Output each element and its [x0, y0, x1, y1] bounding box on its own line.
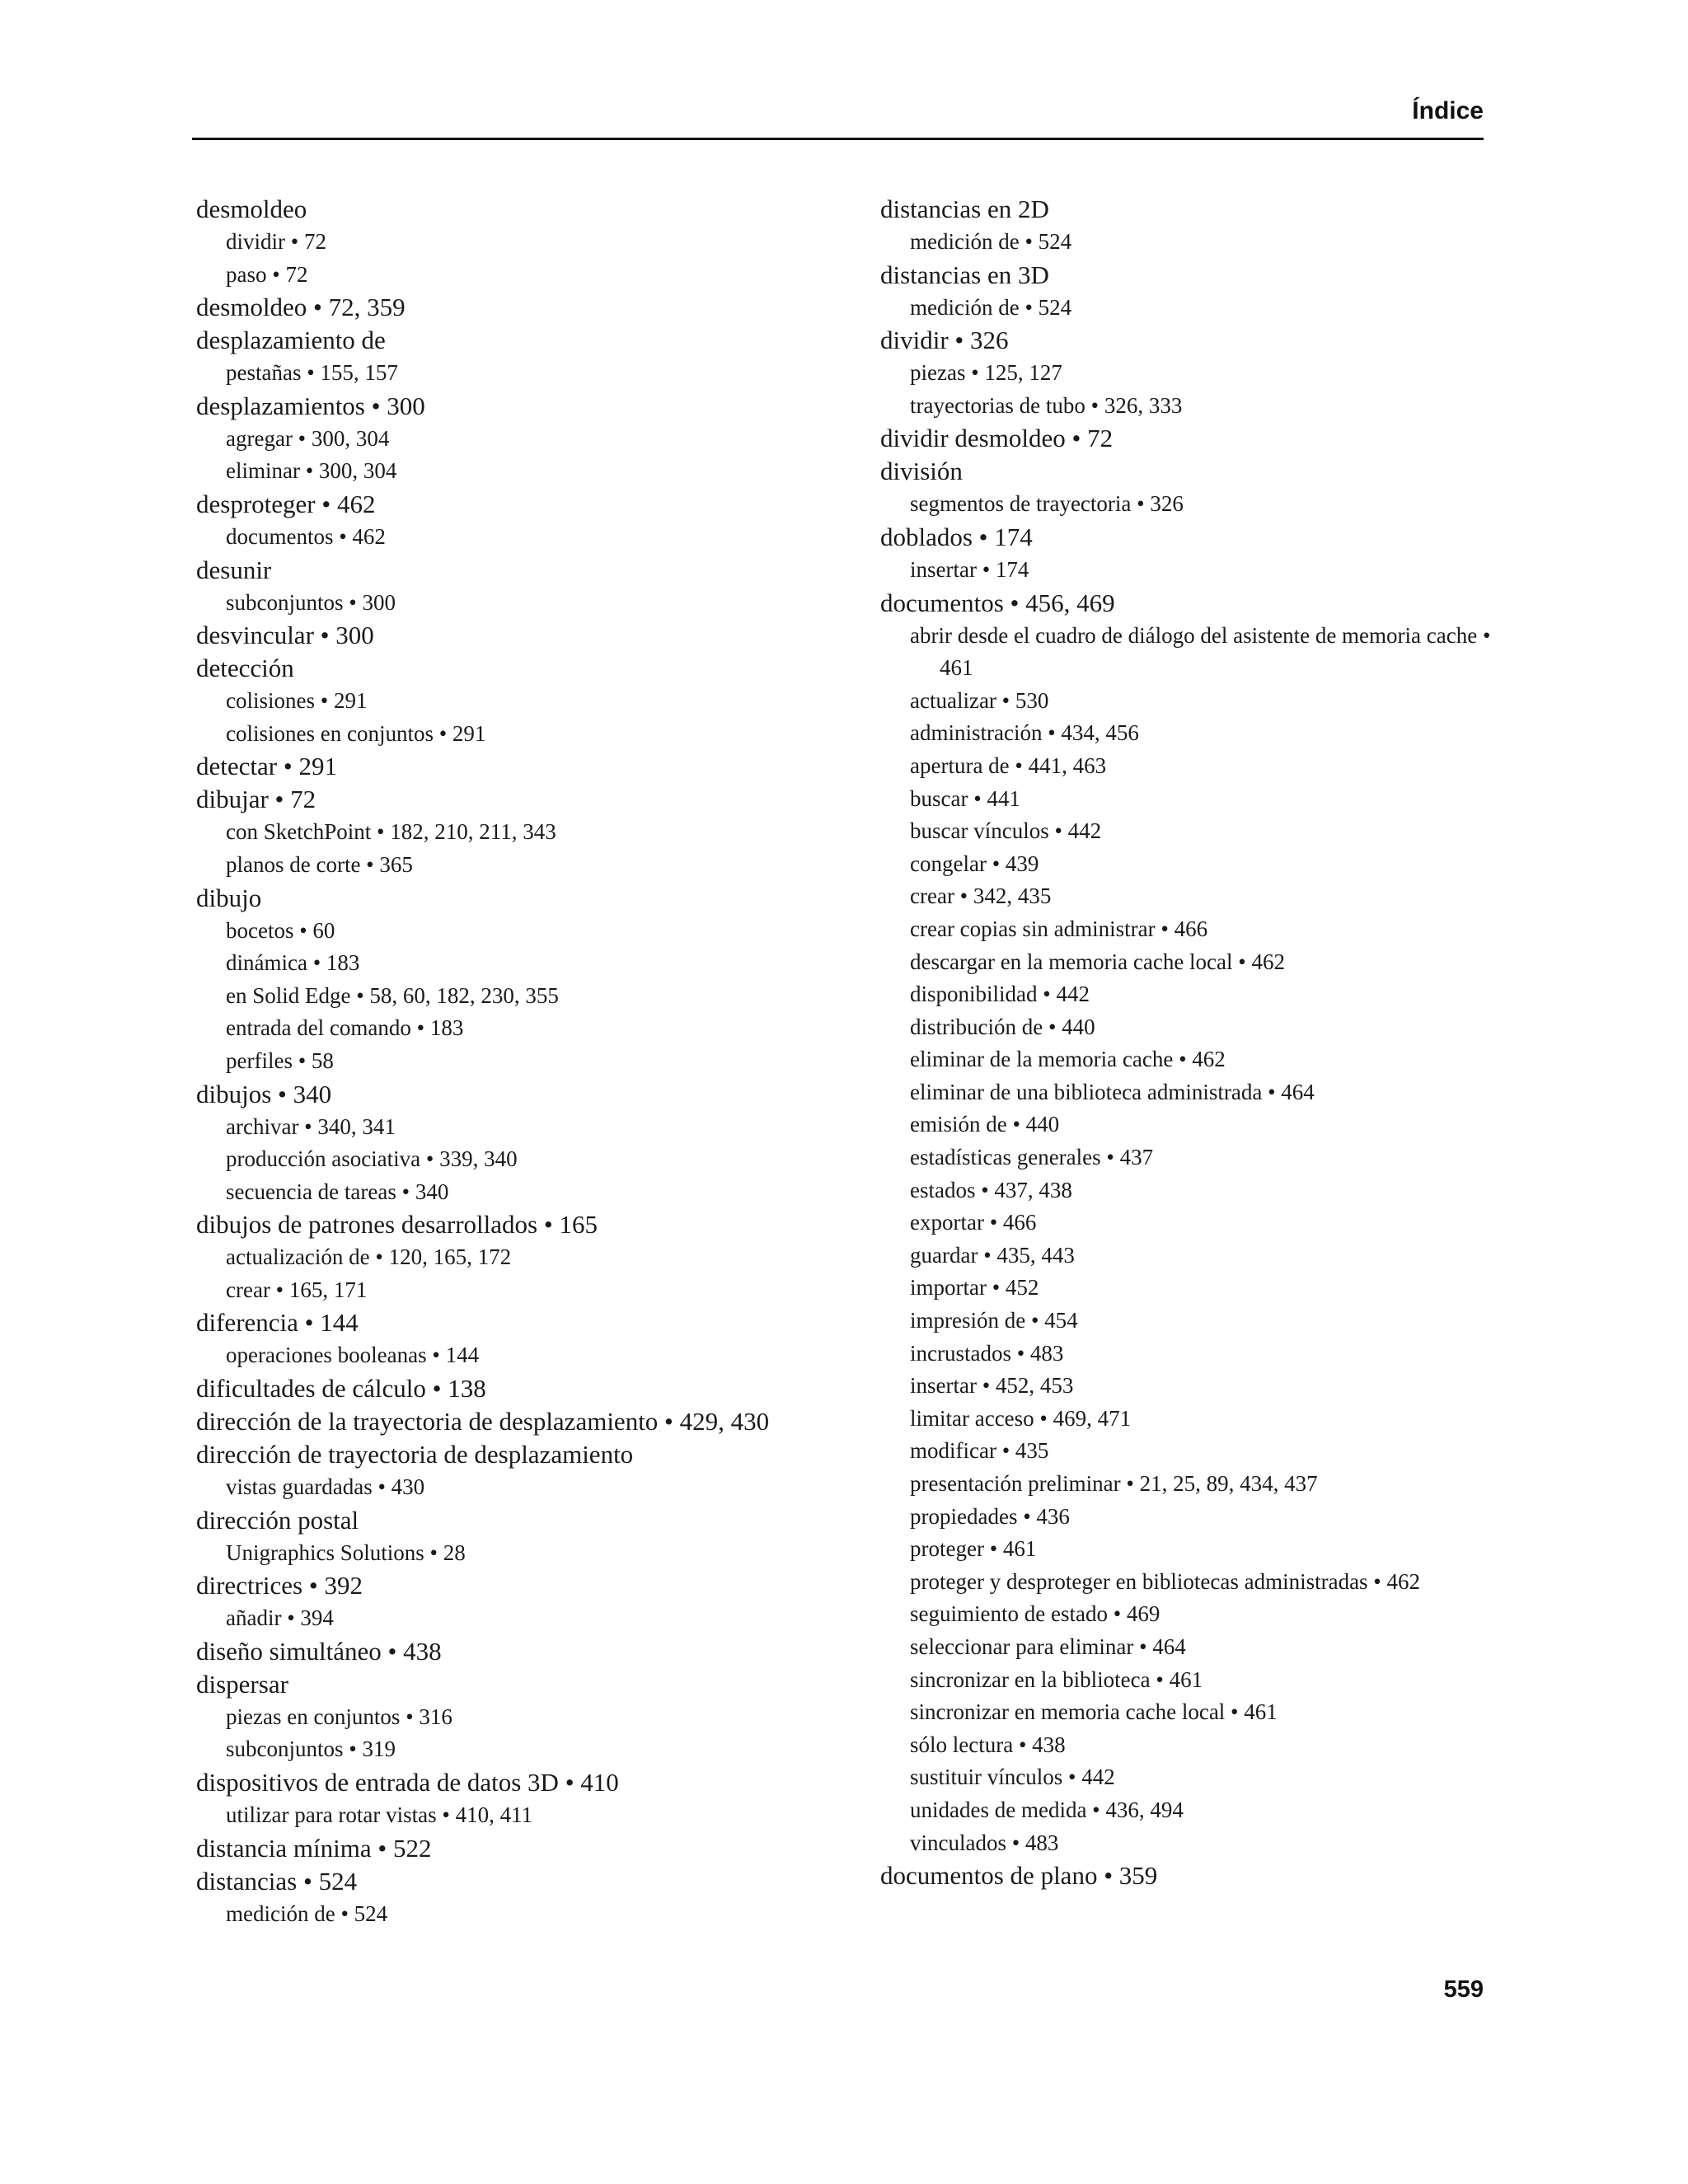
index-entry: dibujos de patrones desarrollados • 165 — [196, 1210, 598, 1240]
index-entry: dirección postal — [196, 1505, 359, 1535]
index-entry: distancias en 3D — [880, 260, 1049, 289]
index-entry: dibujos • 340 — [196, 1079, 332, 1108]
index-subentry: proteger • 461 — [910, 1536, 1037, 1562]
index-subentry: dividir • 72 — [226, 229, 326, 254]
index-entry: diseño simultáneo • 438 — [196, 1636, 442, 1666]
index-entry: desmoldeo • 72, 359 — [196, 293, 406, 322]
index-subentry: eliminar • 300, 304 — [226, 458, 397, 484]
index-entry: documentos • 456, 469 — [880, 588, 1115, 617]
index-subentry: congelar • 439 — [910, 851, 1039, 876]
index-subentry: insertar • 452, 453 — [910, 1373, 1074, 1399]
index-entry: diferencia • 144 — [196, 1308, 359, 1338]
index-entry: dibujar • 72 — [196, 785, 316, 814]
index-subentry: seleccionar para eliminar • 464 — [910, 1633, 1186, 1659]
index-subentry: agregar • 300, 304 — [226, 425, 390, 451]
index-subentry: con SketchPoint • 182, 210, 211, 343 — [226, 819, 556, 845]
header-rule — [192, 138, 1484, 140]
index-entry: dificultades de cálculo • 138 — [196, 1374, 486, 1404]
index-subentry: subconjuntos • 300 — [226, 589, 396, 615]
index-subentry: añadir • 394 — [226, 1605, 334, 1631]
index-subentry: sincronizar en la biblioteca • 461 — [910, 1666, 1203, 1692]
index-subentry: colisiones • 291 — [226, 688, 368, 714]
index-subentry: en Solid Edge • 58, 60, 182, 230, 355 — [226, 982, 559, 1008]
index-entry: dividir • 326 — [880, 326, 1009, 355]
index-entry: dividir desmoldeo • 72 — [880, 424, 1114, 453]
index-subentry: sólo lectura • 438 — [910, 1732, 1066, 1757]
index-subentry: distribución de • 440 — [910, 1014, 1095, 1039]
index-entry: desproteger • 462 — [196, 489, 376, 518]
index-entry: desplazamientos • 300 — [196, 391, 425, 420]
index-subentry: segmentos de trayectoria • 326 — [910, 491, 1184, 517]
index-subentry: crear • 342, 435 — [910, 883, 1052, 909]
index-entry: desmoldeo — [196, 194, 307, 223]
index-subentry: seguimiento de estado • 469 — [910, 1601, 1160, 1627]
index-subentry: actualizar • 530 — [910, 687, 1049, 713]
index-subentry: estadísticas generales • 437 — [910, 1145, 1154, 1170]
index-subentry: importar • 452 — [910, 1275, 1039, 1301]
index-entry: dispersar — [196, 1669, 288, 1699]
index-subentry: buscar vínculos • 442 — [910, 818, 1102, 844]
index-subentry: paso • 72 — [226, 261, 308, 287]
index-entry: distancias • 524 — [196, 1866, 358, 1896]
index-subentry: emisión de • 440 — [910, 1112, 1060, 1137]
index-subentry: estados • 437, 438 — [910, 1177, 1072, 1202]
index-entry: dibujo — [196, 883, 262, 912]
index-subentry: crear • 165, 171 — [226, 1277, 368, 1302]
index-subentry: unidades de medida • 436, 494 — [910, 1797, 1184, 1822]
index-entry: directrices • 392 — [196, 1571, 363, 1601]
index-subentry: medición de • 524 — [910, 229, 1072, 254]
index-subentry: piezas en conjuntos • 316 — [226, 1704, 452, 1729]
index-entry: distancia mínima • 522 — [196, 1833, 432, 1863]
index-column-left — [196, 193, 823, 1930]
page-number: 559 — [1443, 1976, 1484, 2003]
index-entry: dispositivos de entrada de datos 3D • 410 — [196, 1768, 619, 1797]
index-subentry: secuencia de tareas • 340 — [226, 1179, 449, 1204]
index-subentry: bocetos • 60 — [226, 917, 335, 943]
index-subentry: perfiles • 58 — [226, 1047, 334, 1073]
index-subentry: administración • 434, 456 — [910, 720, 1139, 746]
index-subentry: piezas • 125, 127 — [910, 360, 1062, 386]
index-entry: documentos de plano • 359 — [880, 1861, 1158, 1891]
index-subentry: entrada del comando • 183 — [226, 1015, 464, 1041]
index-column-right — [880, 193, 1507, 1892]
index-entry: detectar • 291 — [196, 752, 337, 781]
index-subentry: exportar • 466 — [910, 1210, 1037, 1235]
index-subentry: eliminar de una biblioteca administrada • 464 — [910, 1079, 1315, 1104]
index-subentry: abrir desde el cuadro de diálogo del asistente de memoria cache • 461 — [910, 622, 1491, 681]
index-subentry: insertar • 174 — [910, 556, 1029, 582]
index-subentry: medición de • 524 — [910, 294, 1072, 320]
index-entry: doblados • 174 — [880, 522, 1033, 551]
index-entry: dirección de la trayectoria de desplazamiento • 429, 430 — [196, 1407, 770, 1436]
index-subentry: eliminar de la memoria cache • 462 — [910, 1047, 1226, 1072]
index-subentry: vinculados • 483 — [910, 1830, 1059, 1855]
running-header-title: Índice — [1412, 97, 1484, 124]
index-entry: desvincular • 300 — [196, 621, 374, 650]
index-subentry: modificar • 435 — [910, 1438, 1049, 1464]
index-entry: dirección de trayectoria de desplazamiento — [196, 1440, 634, 1469]
index-subentry: planos de corte • 365 — [226, 851, 413, 877]
index-subentry: apertura de • 441, 463 — [910, 752, 1107, 778]
index-entry: desunir — [196, 555, 272, 584]
index-entry: distancias en 2D — [880, 194, 1049, 223]
index-subentry: crear copias sin administrar • 466 — [910, 916, 1208, 941]
index-subentry: pestañas • 155, 157 — [226, 360, 398, 386]
index-subentry: buscar • 441 — [910, 785, 1020, 811]
index-subentry: dinámica • 183 — [226, 950, 360, 976]
index-subentry: disponibilidad • 442 — [910, 982, 1090, 1007]
index-subentry: vistas guardadas • 430 — [226, 1474, 425, 1500]
index-subentry: operaciones booleanas • 144 — [226, 1343, 480, 1368]
index-subentry: presentación preliminar • 21, 25, 89, 434, 437 — [910, 1471, 1318, 1496]
index-subentry: incrustados • 483 — [910, 1340, 1064, 1366]
index-subentry: impresión de • 454 — [910, 1308, 1078, 1333]
index-subentry: medición de • 524 — [226, 1900, 388, 1926]
index-subentry: actualización de • 120, 165, 172 — [226, 1244, 512, 1270]
index-entry: desplazamiento de — [196, 326, 386, 355]
index-subentry: trayectorias de tubo • 326, 333 — [910, 392, 1183, 418]
index-subentry: limitar acceso • 469, 471 — [910, 1405, 1132, 1431]
index-subentry: utilizar para rotar vistas • 410, 411 — [226, 1802, 533, 1828]
index-entry: división — [880, 457, 963, 486]
index-subentry: archivar • 340, 341 — [226, 1113, 396, 1139]
index-subentry: sustituir vínculos • 442 — [910, 1765, 1115, 1790]
index-subentry: Unigraphics Solutions • 28 — [226, 1540, 466, 1565]
index-subentry: descargar en la memoria cache local • 462 — [910, 949, 1285, 974]
index-subentry: subconjuntos • 319 — [226, 1736, 396, 1762]
index-entry: detección — [196, 654, 294, 683]
index-subentry: sincronizar en memoria cache local • 461 — [910, 1699, 1278, 1725]
index-subentry: documentos • 462 — [226, 523, 386, 549]
index-subentry: propiedades • 436 — [910, 1503, 1070, 1529]
index-subentry: producción asociativa • 339, 340 — [226, 1146, 518, 1172]
index-subentry: guardar • 435, 443 — [910, 1242, 1075, 1268]
index-subentry: proteger y desproteger en bibliotecas administradas • 462 — [910, 1568, 1421, 1594]
index-subentry: colisiones en conjuntos • 291 — [226, 720, 486, 746]
